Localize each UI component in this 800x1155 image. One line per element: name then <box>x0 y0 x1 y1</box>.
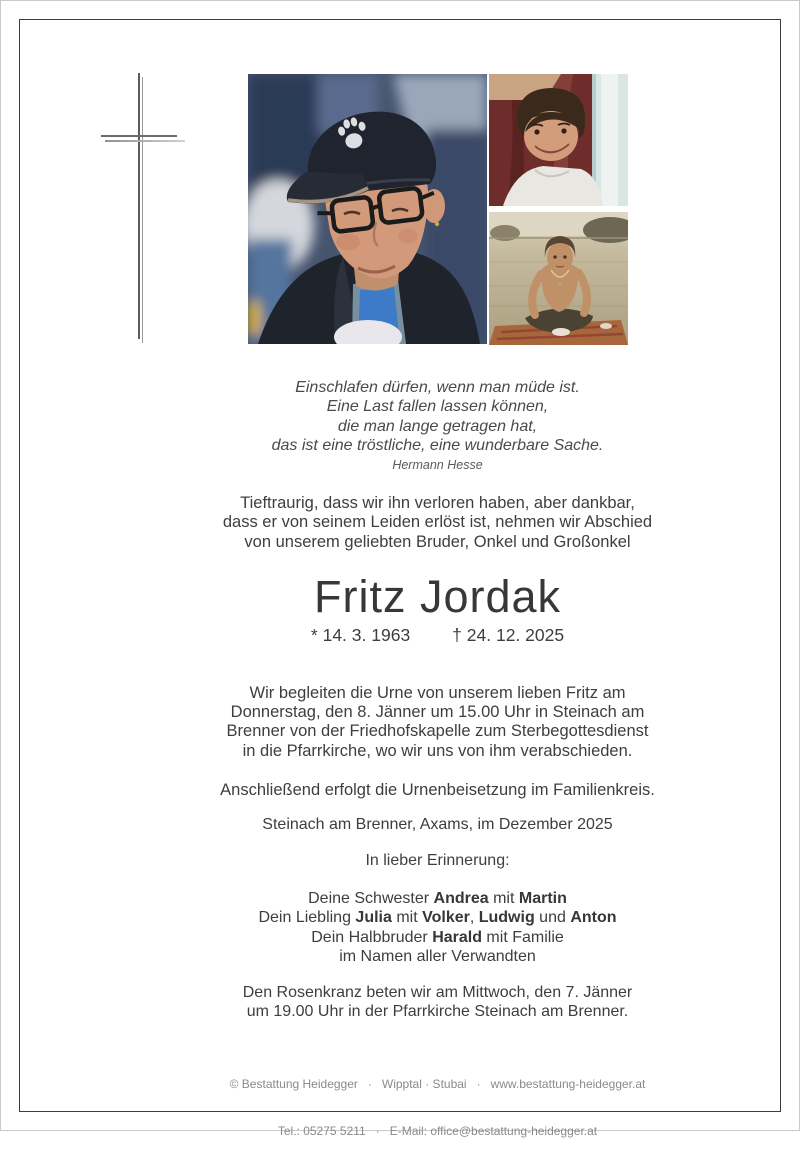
funeral-line: in die Pfarrkirche, wo wir uns von ihm verabschieden. <box>242 741 633 760</box>
cross-horizontal-line <box>101 135 177 137</box>
poem-line: Einschlafen dürfen, wenn man müde ist. <box>295 379 580 396</box>
poem-author: Hermann Hesse <box>392 458 483 472</box>
place-and-date: Steinach am Brenner, Axams, im Dezember 2025 <box>262 816 613 833</box>
funeral-home-footer <box>75 1046 800 1155</box>
birth-date: * 14. 3. 1963 <box>310 625 411 645</box>
footer-line-tel-email: Tel.: 05275 5211 · E-Mail: office@bestattung-heidegger.at <box>277 1123 598 1138</box>
mourner-line: Dein Halbbruder Harald mit Familie <box>311 928 564 946</box>
mourner-name: Harald <box>432 928 482 946</box>
mourners-list <box>75 889 800 966</box>
mourner-line: Dein Liebling Julia mit Volker, Ludwig und Anton <box>258 909 617 927</box>
funeral-line: Donnerstag, den 8. Jänner um 15.00 Uhr in Steinach am <box>230 703 645 722</box>
photo-childhood <box>489 74 628 206</box>
intro-line: Tieftraurig, dass wir ihn verloren haben, aber dankbar, <box>240 494 635 512</box>
mourner-name: Martin <box>518 890 567 907</box>
mourner-name: Ludwig <box>478 909 535 927</box>
mourner-name: Volker <box>422 909 470 927</box>
remembrance-heading: In lieber Erinnerung: <box>365 852 510 869</box>
death-date: † 24. 12. 2025 <box>452 625 565 645</box>
intro-paragraph <box>75 494 800 552</box>
urn-notice: Anschließend erfolgt die Urnenbeisetzung im Familienkreis. <box>220 781 655 799</box>
poem-line: das ist eine tröstliche, eine wunderbare Sache. <box>271 436 604 454</box>
photo-youth-in-field <box>489 212 628 345</box>
mourner-line: Deine Schwester Andrea mit Martin <box>308 890 567 907</box>
rosary-line: Den Rosenkranz beten wir am Mittwoch, den 7. Jänner <box>242 984 633 1001</box>
deceased-name: Fritz Jordak <box>313 571 562 622</box>
poem-line: die man lange getragen hat, <box>337 417 538 435</box>
poem <box>75 378 800 455</box>
intro-line: von unserem geliebten Bruder, Onkel und Großonkel <box>244 532 631 551</box>
rosary-line: um 19.00 Uhr in der Pfarrkirche Steinach am Brenner. <box>246 1003 629 1021</box>
mourner-name: Julia <box>355 909 392 927</box>
funeral-line: Wir begleiten die Urne von unserem lieben Fritz am <box>249 684 626 702</box>
photo-main-portrait <box>248 74 487 344</box>
cross-vertical-line-light <box>142 77 143 343</box>
footer-line-contact-web: © Bestattung Heidegger · Wipptal · Stubai · www.bestattung-heidegger.at <box>229 1077 646 1091</box>
funeral-line: Brenner von der Friedhofskapelle zum Sterbegottesdienst <box>226 722 649 741</box>
rosary-paragraph <box>75 983 800 1022</box>
mourner-line: im Namen aller Verwandten <box>339 947 536 965</box>
mourner-name: Anton <box>570 909 617 927</box>
funeral-paragraph <box>75 684 800 761</box>
intro-line: dass er von seinem Leiden erlöst ist, nehmen wir Abschied <box>222 513 653 532</box>
cross-horizontal-line-light <box>105 140 185 142</box>
cross-vertical-line <box>138 73 140 339</box>
life-dates <box>75 625 800 645</box>
poem-line: Eine Last fallen lassen können, <box>326 398 549 416</box>
mourner-name: Andrea <box>433 890 489 907</box>
